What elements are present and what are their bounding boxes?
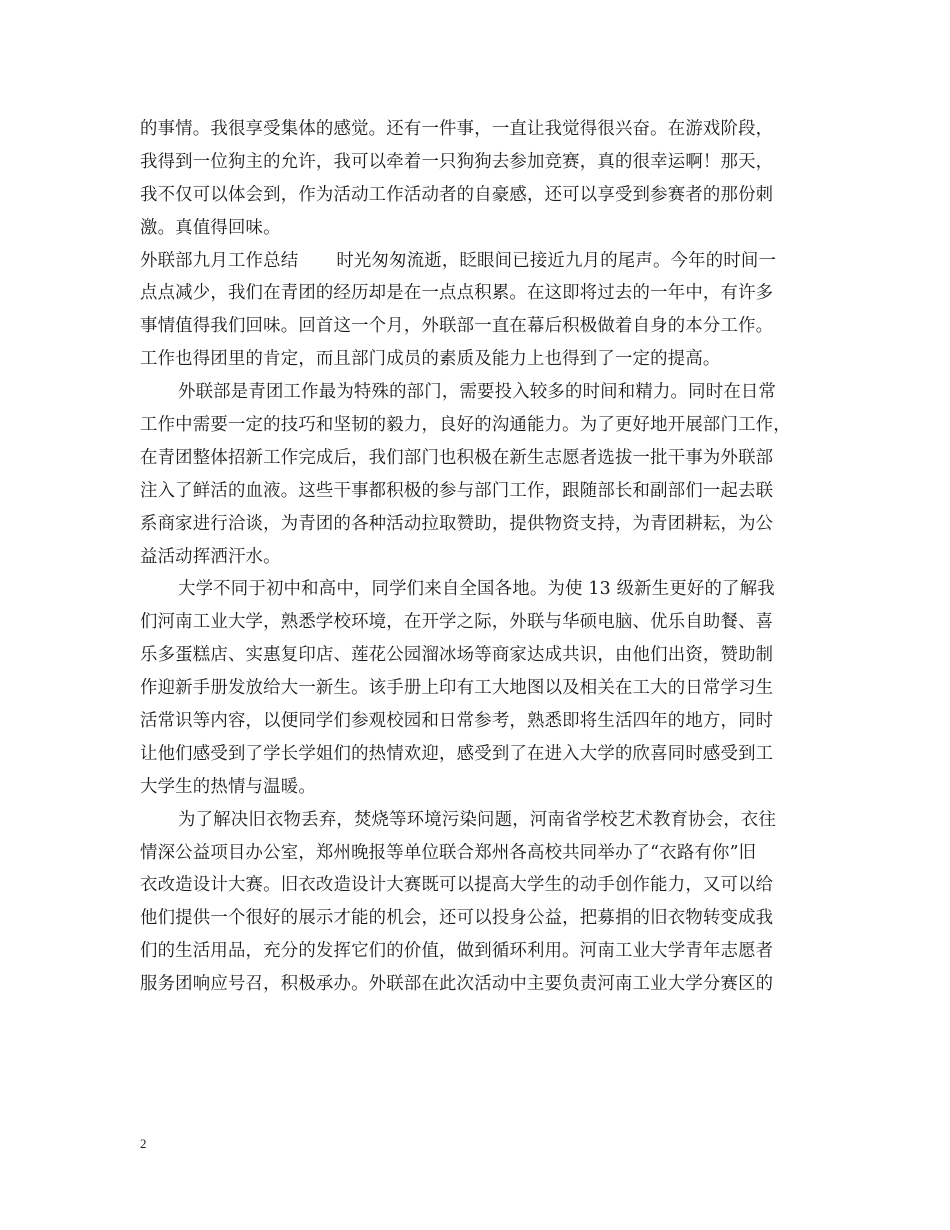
text-line (140, 573, 825, 606)
line-text: 我得到一位狗主的允许，我可以牵着一只狗狗去参加竞赛，真的很幸运啊！那天， (140, 151, 774, 172)
text-line (140, 968, 825, 1001)
text-line (140, 902, 825, 935)
line-text: 在青团整体招新工作完成后，我们部门也积极在新生志愿者选拔一批干事为外联部 (140, 447, 774, 468)
text-line (140, 541, 825, 574)
line-text: 大学不同于初中和高中，同学们来自全国各地。为使 13 级新生更好的了解我 (178, 579, 775, 600)
line-text: 事情值得我们回味。回首这一个月，外联部一直在幕后积极做着自身的本分工作。 (140, 316, 774, 337)
text-line (140, 639, 825, 672)
text-line (140, 508, 825, 541)
line-text: 外联部是青团工作最为特殊的部门，需要投入较多的时间和精力。同时在日常 (178, 382, 777, 403)
line-text: 为了解决旧衣物丢弃，焚烧等环境污染问题，河南省学校艺术教育协会，衣往 (178, 809, 777, 830)
text-line (140, 245, 825, 278)
line-text: 们的生活用品，充分的发挥它们的价值，做到循环利用。河南工业大学青年志愿者 (140, 941, 774, 962)
document-body (140, 113, 825, 1001)
text-line (140, 409, 825, 442)
line-text: 他们提供一个很好的展示才能的机会，还可以投身公益，把募捐的旧衣物转变成我 (140, 908, 774, 929)
line-text: 活常识等内容，以便同学们参观校园和日常参考，熟悉即将生活四年的地方，同时 (140, 711, 774, 732)
line-text: 点点减少，我们在青团的经历却是在一点点积累。在这即将过去的一年中，有许多 (140, 283, 774, 304)
line-text: 让他们感受到了学长学姐们的热情欢迎，感受到了在进入大学的欣喜同时感受到工 (140, 743, 774, 764)
line-text: 大学生的热情与温暖。 (140, 776, 316, 797)
text-line (140, 705, 825, 738)
text-line (140, 146, 825, 179)
text-line (140, 475, 825, 508)
text-line (140, 804, 825, 837)
line-text: 激。真值得回味。 (140, 217, 281, 238)
text-line (140, 935, 825, 968)
text-line (140, 343, 825, 376)
line-text: 系商家进行洽谈，为青团的各种活动拉取赞助，提供物资支持，为青团耕耘，为公 (140, 513, 774, 534)
line-text: 情深公益项目办公室，郑州晚报等单位联合郑州各高校共同举办了“衣路有你”旧 (140, 842, 757, 863)
text-line (140, 310, 825, 343)
line-text: 工作中需要一定的技巧和坚韧的毅力，良好的沟通能力。为了更好地开展部门工作， (140, 415, 791, 436)
line-text: 益活动挥洒汗水。 (140, 546, 281, 567)
line-text: 们河南工业大学，熟悉学校环境，在开学之际，外联与华硕电脑、优乐自助餐、喜 (140, 612, 774, 633)
text-line (140, 837, 825, 870)
line-text: 注入了鲜活的血液。这些干事都积极的参与部门工作，跟随部长和副部们一起去联 (140, 480, 774, 501)
line-text: 我不仅可以体会到，作为活动工作活动者的自豪感，还可以享受到参赛者的那份刺 (140, 184, 774, 205)
line-text: 工作也得团里的肯定，而且部门成员的素质及能力上也得到了一定的提高。 (140, 349, 721, 370)
section-heading: 外联部九月工作总结 (140, 250, 299, 271)
text-line (140, 277, 825, 310)
line-text: 衣改造设计大赛。旧衣改造设计大赛既可以提高大学生的动手创作能力，又可以给 (140, 875, 774, 896)
text-line (140, 179, 825, 212)
text-line (140, 738, 825, 771)
text-line (140, 212, 825, 245)
text-line (140, 376, 825, 409)
text-line (140, 869, 825, 902)
text-line (140, 672, 825, 705)
page-number: 2 (140, 1136, 147, 1151)
line-text: 乐多蛋糕店、实惠复印店、莲花公园溜冰场等商家达成共识，由他们出资，赞助制 (140, 645, 774, 666)
text-line (140, 771, 825, 804)
text-line (140, 113, 825, 146)
line-text: 的事情。我很享受集体的感觉。还有一件事，一直让我觉得很兴奋。在游戏阶段， (140, 119, 774, 139)
text-line (140, 442, 825, 475)
line-text: 时光匆匆流逝，眨眼间已接近九月的尾声。今年的时间一 (336, 250, 777, 271)
text-line (140, 606, 825, 639)
line-text: 服务团响应号召，积极承办。外联部在此次活动中主要负责河南工业大学分赛区的 (140, 974, 774, 995)
line-text: 作迎新手册发放给大一新生。该手册上印有工大地图以及相关在工大的日常学习生 (140, 678, 774, 699)
